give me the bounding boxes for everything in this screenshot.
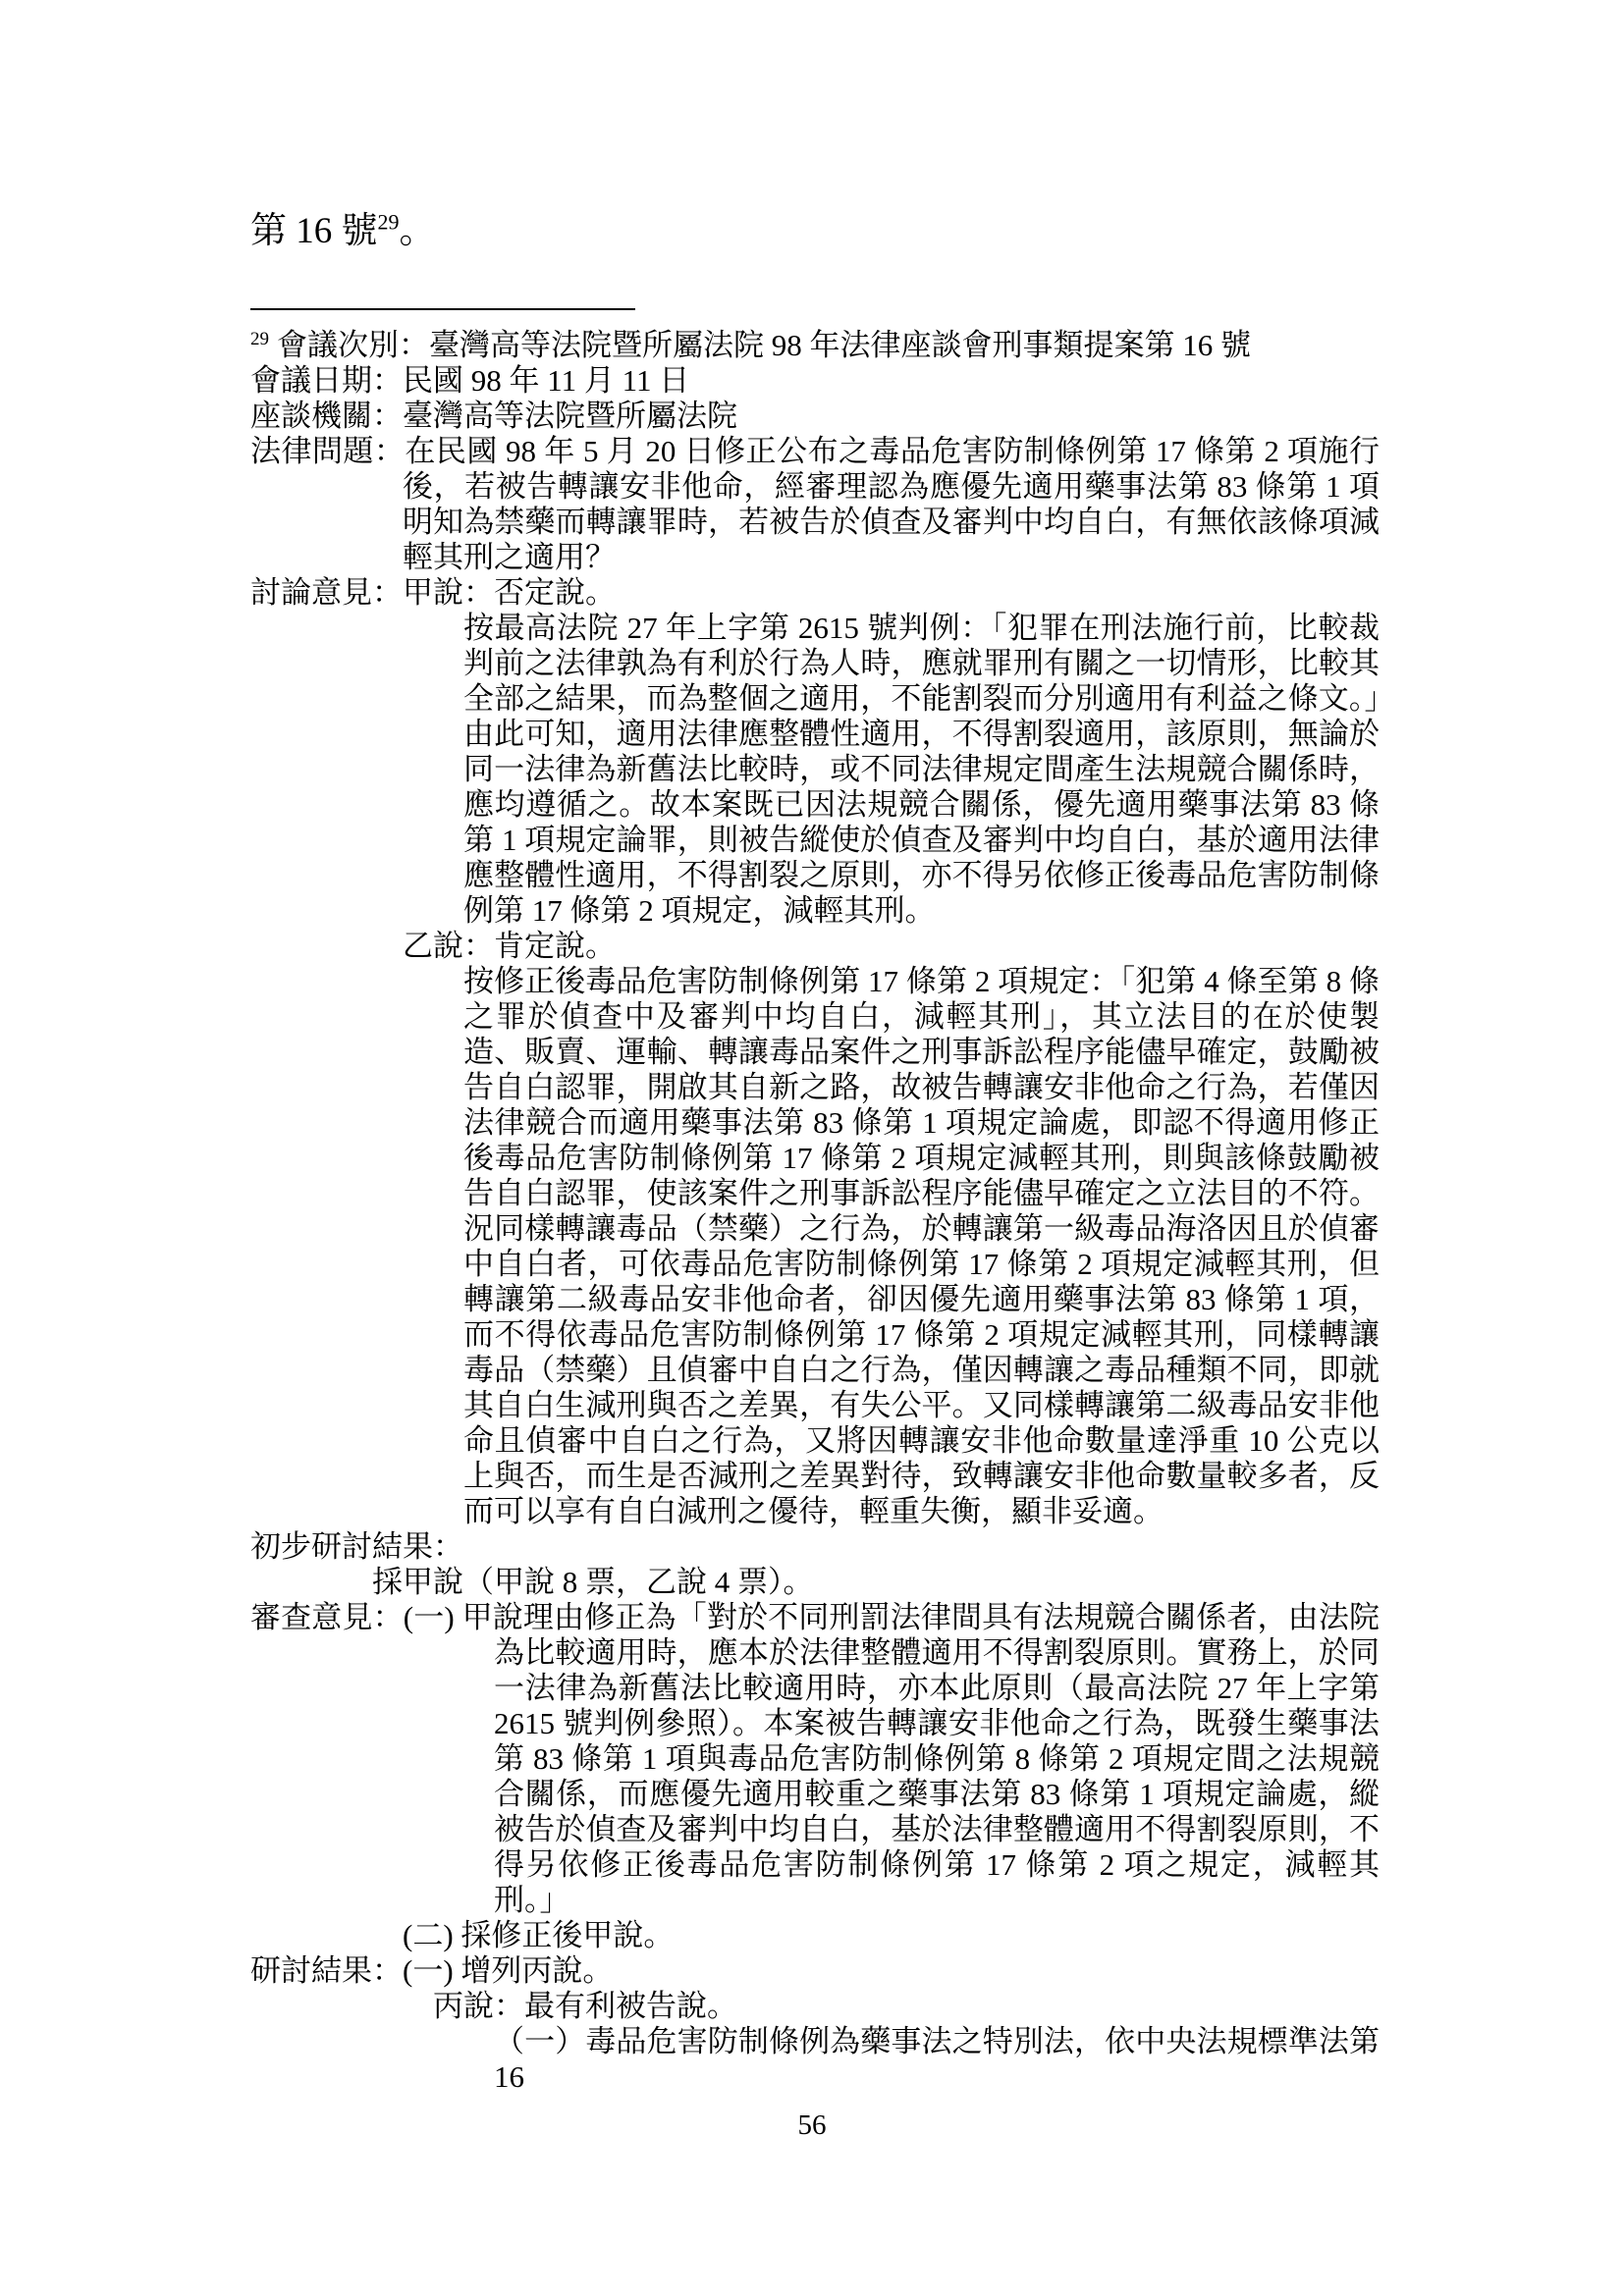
footnote-review-opinion-item1: 審查意見：(一) 甲說理由修正為「對於不同刑罰法律間具有法規競合關係者，由法院為比較適用時，應本於法律整體適用不得割裂原則。實務上，於同一法律為新舊法比較適用時，亦本此原則（最高法院 27 年上字第 2615 號判例參照）。本案被告轉讓安非他命之行為，既發生藥事法第 83 條第 1 項與毒品危害防制條例第 8 條第 2 項規定間之法規競合關係，而應優先適用較重之藥事法第 83 條第 1 項規定論處，縱被告於偵查及審判中均自白，基於法律整體適用不得割裂原則，不得另依修正後毒品危害防制條例第 17 條第 2 項之規定，減輕其刑。」	[250, 1600, 1380, 1917]
footnote-meeting-session-text: 會議次別：臺灣高等法院暨所屬法院 98 年法律座談會刑事類提案第 16 號	[277, 328, 1251, 362]
footnote-legal-issue: 法律問題：在民國 98 年 5 月 20 日修正公布之毒品危害防制條例第 17 條第 2 項施行後，若被告轉讓安非他命，經審理認為應優先適用藥事法第 83 條第 1 項明知為禁藥而轉讓罪時，若被告於偵查及審判中均自白，有無依該條項減輕其刑之適用？	[250, 434, 1380, 574]
footnote-opinion-a-body: 按最高法院 27 年上字第 2615 號判例：「犯罪在刑法施行前，比較裁判前之法律孰為有利於行為人時，應就罪刑有關之一切情形，比較其全部之結果，而為整個之適用，不能割裂而分別適用有利益之條文。」由此可知，適用法律應整體性適用，不得割裂適用，該原則，無論於同一法律為新舊法比較時，或不同法律規定間產生法規競合關係時，應均遵循之。故本案既已因法規競合關係，優先適用藥事法第 83 條第 1 項規定論罪，則被告縱使於偵查及審判中均自白，基於適用法律應整體性適用，不得割裂之原則，亦不得另依修正後毒品危害防制條例第 17 條第 2 項規定，減輕其刑。	[463, 611, 1380, 928]
footnote-opinion-b-body: 按修正後毒品危害防制條例第 17 條第 2 項規定：「犯第 4 條至第 8 條之罪於偵查中及審判中均自白，減輕其刑」，其立法目的在於使製造、販賣、運輸、轉讓毒品案件之刑事訴訟程序能儘早確定，鼓勵被告自白認罪，開啟其自新之路，故被告轉讓安非他命之行為，若僅因法律競合而適用藥事法第 83 條第 1 項規定論處，即認不得適用修正後毒品危害防制條例第 17 條第 2 項規定減輕其刑，則與該條鼓勵被告自白認罪，使該案件之刑事訴訟程序能儘早確定之立法目的不符。況同樣轉讓毒品（禁藥）之行為，於轉讓第一級毒品海洛因且於偵審中自白者，可依毒品危害防制條例第 17 條第 2 項規定減輕其刑，但轉讓第二級毒品安非他命者，卻因優先適用藥事法第 83 條第 1 項，而不得依毒品危害防制條例第 17 條第 2 項規定減輕其刑，同樣轉讓毒品（禁藥）且偵審中自白之行為，僅因轉讓之毒品種類不同，即就其自白生減刑與否之差異，有失公平。又同樣轉讓第二級毒品安非他命且偵審中自白之行為，又將因轉讓安非他命數量達淨重 10 公克以上與否，而生是否減刑之差異對待，致轉讓安非他命數量較多者，反而可以享有自白減刑之優待，輕重失衡，顯非妥適。	[463, 964, 1380, 1528]
page-content	[250, 0, 1380, 2095]
heading-text: 第 16 號	[250, 211, 378, 251]
footnote-review-opinion-item2: (二) 採修正後甲說。	[403, 1918, 675, 1952]
footnote-separator	[250, 308, 635, 310]
footnote-research-result: 研討結果：(一) 增列丙說。	[250, 1953, 614, 1988]
footnote-meeting-session	[250, 328, 1380, 363]
page-heading	[250, 210, 1380, 253]
footnote-preliminary-result-label: 初步研討結果：	[250, 1529, 463, 1564]
footnote-preliminary-result: 採甲說（甲說 8 票，乙說 4 票）。	[372, 1565, 814, 1599]
page-number: 56	[797, 2109, 827, 2141]
footnote-opinion-c-heading: 丙說：最有利被告說。	[433, 1989, 737, 2023]
footnote-forum-organizer: 座談機關：臺灣高等法院暨所屬法院	[250, 399, 737, 433]
footnote-opinion-c-body: （一）毒品危害防制條例為藥事法之特別法，依中央法規標準法第 16	[494, 2024, 1380, 2094]
footnote-marker: 29	[250, 328, 269, 349]
footnote-opinion-b-heading: 乙說：肯定說。	[403, 929, 616, 963]
footnote-29	[250, 328, 1380, 2095]
heading-period: 。	[399, 211, 436, 251]
heading-footnote-ref: 29	[377, 209, 400, 235]
footnote-discussion-opinion-a-heading: 討論意見：甲說：否定說。	[250, 575, 616, 610]
footnote-meeting-date: 會議日期：民國 98 年 11 月 11 日	[250, 363, 690, 398]
